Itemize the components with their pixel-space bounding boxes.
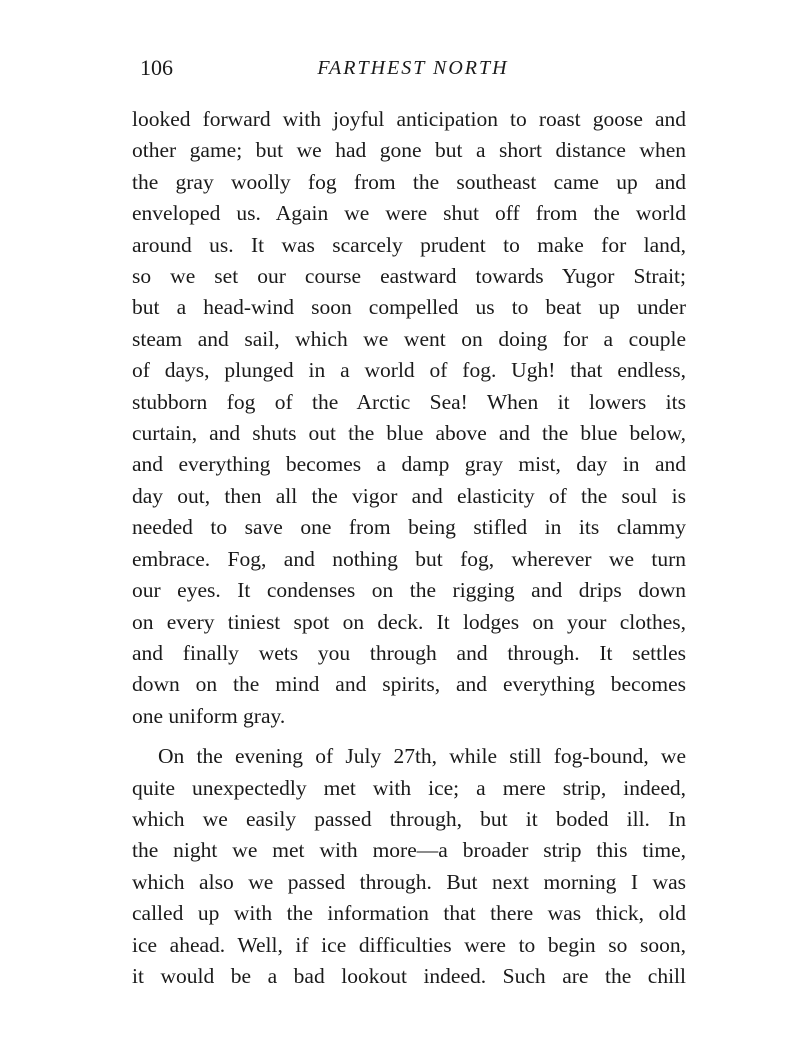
text-line: which we easily passed through, but it boded ill. In [132, 806, 686, 831]
text-line: around us. It was scarcely prudent to make for land, [132, 232, 686, 257]
text-line: on every tiniest spot on deck. It lodges on your clothes, [132, 609, 686, 634]
text-line: of days, plunged in a world of fog. Ugh! that endless, [132, 358, 686, 383]
text-line: needed to save one from being stifled in its clammy [132, 515, 686, 540]
text-line: and everything becomes a damp gray mist, day in and [132, 452, 686, 477]
text-line: one uniform gray. [132, 703, 286, 728]
text-line: down on the mind and spirits, and everything becomes [132, 672, 686, 697]
paragraph-gap [132, 732, 686, 741]
paragraph-1 [132, 104, 686, 732]
text-line: day out, then all the vigor and elasticity of the soul is [132, 483, 686, 508]
paragraph-2 [132, 741, 686, 992]
page-number: 106 [140, 55, 173, 80]
text-line: and finally wets you through and through. It settles [132, 640, 686, 665]
text-line: the night we met with more—a broader strip this time, [132, 838, 686, 863]
text-line: stubborn fog of the Arctic Sea! When it lowers its [132, 389, 686, 414]
text-line: it would be a bad lookout indeed. Such are the chill [132, 963, 686, 988]
text-line: so we set our course eastward towards Yugor Strait; [132, 264, 686, 289]
text-line: embrace. Fog, and nothing but fog, wherever we turn [132, 546, 686, 571]
text-line: our eyes. It condenses on the rigging and drips down [132, 578, 686, 603]
text-line: quite unexpectedly met with ice; a mere strip, indeed, [132, 775, 686, 800]
text-line: other game; but we had gone but a short distance when [132, 138, 686, 163]
text-line: the gray woolly fog from the southeast came up and [132, 169, 686, 194]
running-title: FARTHEST NORTH [317, 57, 509, 79]
text-line: On the evening of July 27th, while still fog-bound, we [158, 744, 686, 769]
text-line: which also we passed through. But next morning I was [132, 869, 686, 894]
text-line: but a head-wind soon compelled us to beat up under [132, 295, 686, 320]
text-line: called up with the information that there was thick, old [132, 901, 686, 926]
page-header [140, 52, 686, 84]
text-line: looked forward with joyful anticipation to roast goose and [132, 107, 686, 131]
body-text [132, 104, 686, 992]
text-line: curtain, and shuts out the blue above and the blue below, [132, 421, 686, 446]
text-line: enveloped us. Again we were shut off from the world [132, 201, 686, 226]
text-line: ice ahead. Well, if ice difficulties were to begin so soon, [132, 932, 686, 957]
text-line: steam and sail, which we went on doing for a couple [132, 326, 686, 351]
